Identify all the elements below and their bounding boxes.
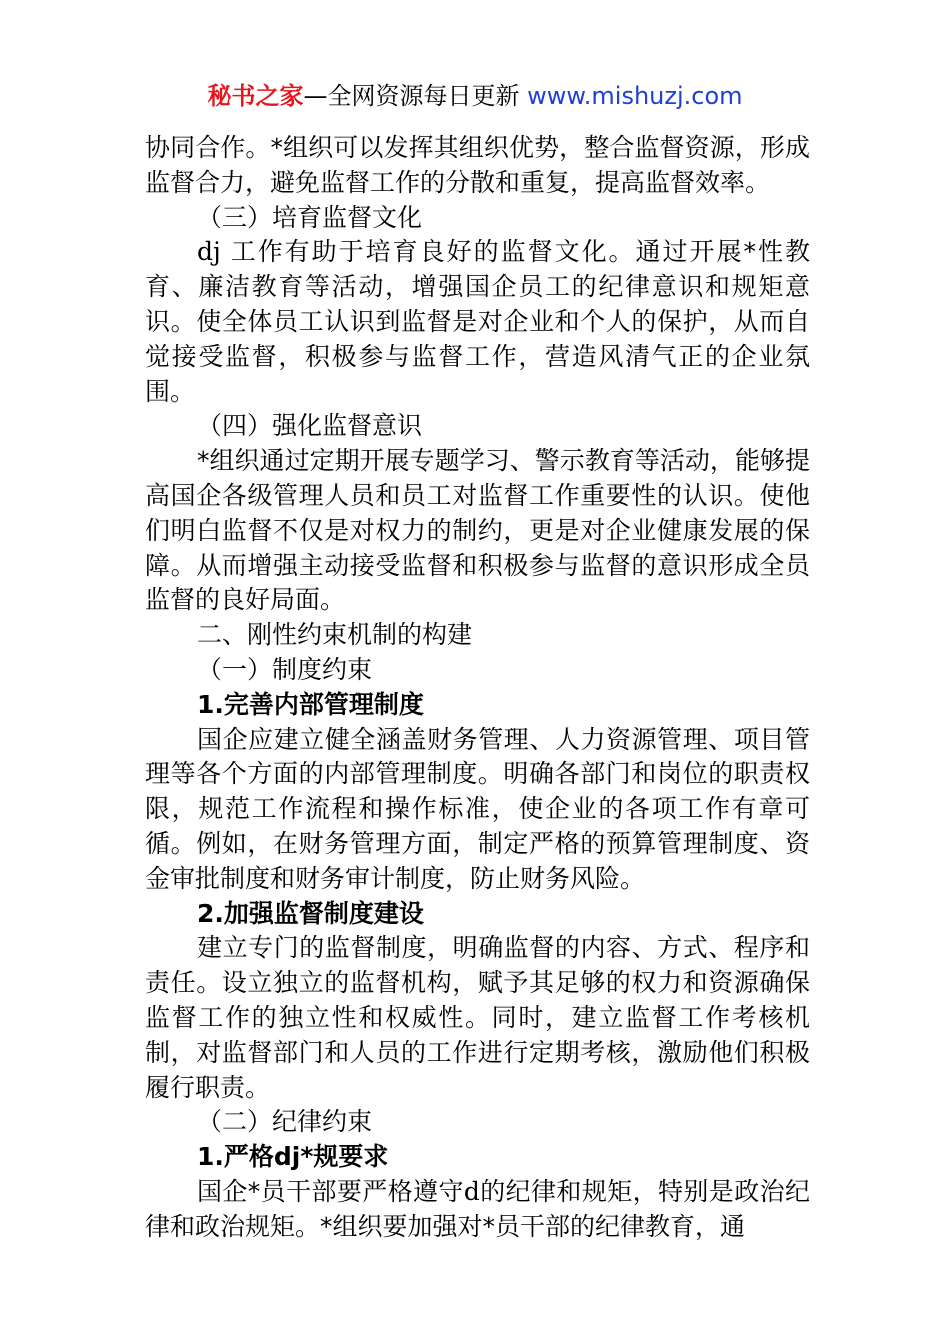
paragraph-continuation: 协同合作。*组织可以发挥其组织优势，整合监督资源，形成监督合力，避免监督工作的分散和重复，提高监督效率。 xyxy=(145,133,810,197)
site-header xyxy=(0,78,950,114)
paragraph-text: 国企*员干部要严格遵守 xyxy=(197,1176,464,1206)
section-heading-system: （一）制度约束 xyxy=(197,654,373,684)
paragraph-text: 工作有助于培育良好的监督文化。通过开展*性教育、廉洁教育等活动，增强国企员工的纪律意识和规矩意识。使全体员工认识到监督是对企业和个人的保护，从而自觉接受监督，积极参与监督工作，营造风清气正的企业氛围。 xyxy=(145,237,810,406)
subheading-strict-rules: 1.严格dj*规要求 xyxy=(197,1142,389,1172)
paragraph-supervision-awareness: *组织通过定期开展专题学习、警示教育等活动，能够提高国企各级管理人员和员工对监督工作重要性的认识。使他们明白监督不仅是对权力的制约，更是对企业健康发展的保障。从而增强主动接受监督和积极参与监督的意识形成全员监督的良好局面。 xyxy=(145,446,810,615)
site-url-link[interactable]: www.mishuzj.com xyxy=(527,82,743,110)
paragraph-text: 的纪律和规矩，特别是政治纪律和政治规矩。*组织要加强对*员干部的纪律教育，通 xyxy=(145,1176,810,1241)
document-body xyxy=(145,131,810,1245)
section-heading-discipline: （二）纪律约束 xyxy=(197,1107,373,1137)
abbrev-dj: dj xyxy=(197,237,221,267)
subheading-internal-management: 1.完善内部管理制度 xyxy=(197,689,424,719)
paragraph-supervision-culture xyxy=(145,235,810,409)
section-heading-3: （三）培育监督文化 xyxy=(197,202,423,232)
subheading-supervision-system: 2.加强监督制度建设 xyxy=(197,898,424,928)
section-heading-4: （四）强化监督意识 xyxy=(197,411,423,441)
chapter-heading-2: 二、刚性约束机制的构建 xyxy=(197,620,473,650)
abbrev-d: d xyxy=(463,1176,480,1206)
site-brand: 秘书之家 xyxy=(207,82,304,110)
paragraph-internal-management: 国企应建立健全涵盖财务管理、人力资源管理、项目管理等各个方面的内部管理制度。明确各部门和岗位的职责权限，规范工作流程和操作标准，使企业的各项工作有章可循。例如，在财务管理方面，制定严格的预算管理制度、资金审批制度和财务审计制度，防止财务风险。 xyxy=(145,724,810,893)
paragraph-strict-rules xyxy=(145,1175,810,1245)
site-tagline: —全网资源每日更新 xyxy=(303,82,528,110)
paragraph-supervision-system: 建立专门的监督制度，明确监督的内容、方式、程序和责任。设立独立的监督机构，赋予其足够的权力和资源确保监督工作的独立性和权威性。同时，建立监督工作考核机制，对监督部门和人员的工作进行定期考核，激励他们积极履行职责。 xyxy=(145,933,810,1102)
